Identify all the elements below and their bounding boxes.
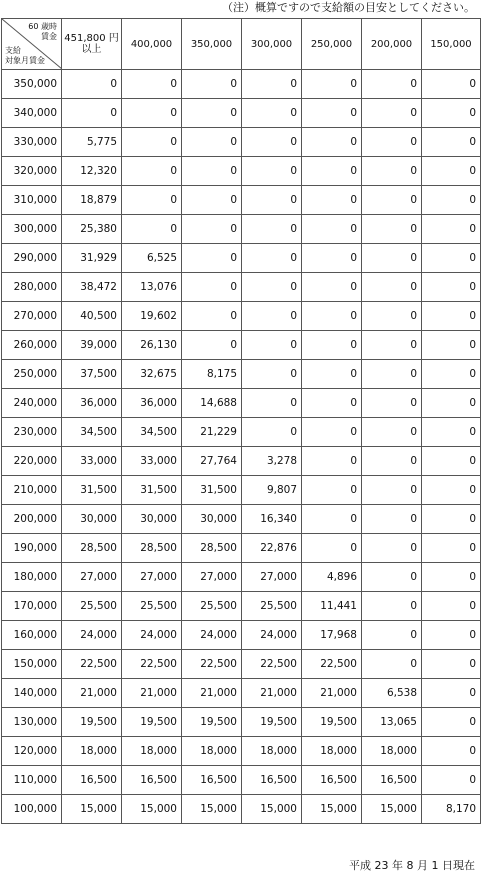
table-cell: 15,000: [362, 795, 422, 824]
table-cell: 5,775: [62, 128, 122, 157]
table-cell: 19,500: [302, 708, 362, 737]
table-cell: 0: [302, 505, 362, 534]
table-cell: 16,500: [362, 766, 422, 795]
table-cell: 19,500: [62, 708, 122, 737]
row-header: 130,000: [2, 708, 62, 737]
table-cell: 0: [362, 447, 422, 476]
row-header: 260,000: [2, 331, 62, 360]
table-cell: 0: [422, 418, 481, 447]
table-cell: 39,000: [62, 331, 122, 360]
table-cell: 0: [62, 70, 122, 99]
table-cell: 0: [422, 708, 481, 737]
table-cell: 38,472: [62, 273, 122, 302]
table-cell: 0: [302, 186, 362, 215]
table-cell: 22,876: [242, 534, 302, 563]
table-cell: 0: [302, 215, 362, 244]
table-cell: 6,538: [362, 679, 422, 708]
table-cell: 0: [122, 157, 182, 186]
row-header: 270,000: [2, 302, 62, 331]
table-row: [2, 476, 481, 505]
table-cell: 21,000: [62, 679, 122, 708]
table-row: [2, 128, 481, 157]
table-row: [2, 621, 481, 650]
table-cell: 0: [302, 389, 362, 418]
table-cell: 36,000: [62, 389, 122, 418]
table-cell: 16,500: [182, 766, 242, 795]
table-cell: 3,278: [242, 447, 302, 476]
table-cell: 0: [362, 505, 422, 534]
table-cell: 0: [422, 679, 481, 708]
table-cell: 25,500: [122, 592, 182, 621]
table-cell: 40,500: [62, 302, 122, 331]
table-cell: 22,500: [302, 650, 362, 679]
table-cell: 12,320: [62, 157, 122, 186]
table-row: [2, 679, 481, 708]
row-header: 160,000: [2, 621, 62, 650]
table-cell: 16,500: [302, 766, 362, 795]
table-cell: 26,130: [122, 331, 182, 360]
table-cell: 0: [422, 244, 481, 273]
table-cell: 15,000: [182, 795, 242, 824]
table-cell: 0: [302, 331, 362, 360]
table-row: [2, 186, 481, 215]
row-header: 110,000: [2, 766, 62, 795]
table-cell: 0: [182, 186, 242, 215]
row-header: 280,000: [2, 273, 62, 302]
table-cell: 0: [242, 360, 302, 389]
table-cell: 13,065: [362, 708, 422, 737]
table-cell: 0: [242, 273, 302, 302]
table-cell: 0: [422, 302, 481, 331]
table-cell: 0: [422, 447, 481, 476]
row-header: 220,000: [2, 447, 62, 476]
table-cell: 0: [182, 99, 242, 128]
benefit-table: [1, 18, 481, 824]
table-cell: 0: [422, 563, 481, 592]
table-row: [2, 766, 481, 795]
table-cell: 0: [302, 476, 362, 505]
table-cell: 25,380: [62, 215, 122, 244]
table-cell: 34,500: [62, 418, 122, 447]
row-header: 190,000: [2, 534, 62, 563]
table-cell: 19,602: [122, 302, 182, 331]
table-cell: 0: [302, 244, 362, 273]
table-cell: 21,000: [242, 679, 302, 708]
table-cell: 0: [362, 157, 422, 186]
table-cell: 8,170: [422, 795, 481, 824]
table-cell: 0: [122, 70, 182, 99]
table-cell: 0: [182, 215, 242, 244]
column-header: 150,000: [422, 19, 481, 70]
column-header: 250,000: [302, 19, 362, 70]
table-row: [2, 737, 481, 766]
table-cell: 21,000: [182, 679, 242, 708]
table-cell: 0: [362, 592, 422, 621]
table-cell: 17,968: [302, 621, 362, 650]
table-cell: 0: [362, 418, 422, 447]
table-cell: 0: [422, 592, 481, 621]
table-cell: 0: [422, 70, 481, 99]
table-cell: 0: [122, 186, 182, 215]
table-cell: 19,500: [182, 708, 242, 737]
table-cell: 30,000: [122, 505, 182, 534]
row-header: 170,000: [2, 592, 62, 621]
table-cell: 0: [422, 534, 481, 563]
table-cell: 0: [242, 157, 302, 186]
note-text: （注）概算ですので支給額の目安としてください。: [222, 1, 475, 14]
table-cell: 18,879: [62, 186, 122, 215]
table-cell: 15,000: [302, 795, 362, 824]
table-cell: 0: [242, 99, 302, 128]
table-cell: 0: [302, 273, 362, 302]
table-row: [2, 302, 481, 331]
table-cell: 36,000: [122, 389, 182, 418]
table-cell: 24,000: [62, 621, 122, 650]
table-cell: 6,525: [122, 244, 182, 273]
table-cell: 0: [422, 273, 481, 302]
row-header: 120,000: [2, 737, 62, 766]
table-cell: 0: [302, 302, 362, 331]
table-cell: 13,076: [122, 273, 182, 302]
table-cell: 0: [422, 157, 481, 186]
corner-cell: [2, 19, 62, 70]
table-cell: 0: [242, 215, 302, 244]
table-cell: 27,000: [182, 563, 242, 592]
table-cell: 27,764: [182, 447, 242, 476]
table-cell: 27,000: [122, 563, 182, 592]
table-cell: 0: [362, 128, 422, 157]
table-cell: 0: [422, 128, 481, 157]
row-header: 340,000: [2, 99, 62, 128]
table-cell: 33,000: [122, 447, 182, 476]
table-cell: 0: [362, 476, 422, 505]
table-cell: 0: [242, 128, 302, 157]
table-cell: 0: [422, 621, 481, 650]
table-row: [2, 505, 481, 534]
row-header: 140,000: [2, 679, 62, 708]
table-cell: 0: [362, 70, 422, 99]
table-cell: 0: [122, 99, 182, 128]
row-header: 300,000: [2, 215, 62, 244]
table-cell: 0: [242, 331, 302, 360]
row-header: 230,000: [2, 418, 62, 447]
table-cell: 0: [422, 766, 481, 795]
table-cell: 4,896: [302, 563, 362, 592]
footer-date: 平成 23 年 8 月 1 日現在: [349, 859, 475, 872]
table-cell: 0: [182, 302, 242, 331]
table-cell: 0: [362, 302, 422, 331]
table-cell: 0: [302, 360, 362, 389]
header-row: [2, 19, 481, 70]
table-row: [2, 592, 481, 621]
row-header: 210,000: [2, 476, 62, 505]
table-cell: 0: [182, 331, 242, 360]
column-header: 400,000: [122, 19, 182, 70]
table-cell: 15,000: [242, 795, 302, 824]
row-header: 240,000: [2, 389, 62, 418]
table-cell: 15,000: [62, 795, 122, 824]
table-cell: 0: [422, 737, 481, 766]
table-cell: 0: [242, 70, 302, 99]
table-cell: 0: [422, 389, 481, 418]
row-header: 200,000: [2, 505, 62, 534]
table-cell: 0: [242, 389, 302, 418]
table-cell: 0: [362, 534, 422, 563]
table-cell: 8,175: [182, 360, 242, 389]
row-header: 350,000: [2, 70, 62, 99]
table-cell: 37,500: [62, 360, 122, 389]
table-cell: 22,500: [182, 650, 242, 679]
table-cell: 0: [362, 215, 422, 244]
table-cell: 0: [242, 244, 302, 273]
table-cell: 0: [182, 70, 242, 99]
table-cell: 0: [362, 186, 422, 215]
table-cell: 25,500: [62, 592, 122, 621]
table-row: [2, 70, 481, 99]
row-header: 330,000: [2, 128, 62, 157]
table-cell: 0: [362, 621, 422, 650]
row-header: 250,000: [2, 360, 62, 389]
table-cell: 28,500: [62, 534, 122, 563]
table-cell: 25,500: [242, 592, 302, 621]
table-cell: 0: [422, 360, 481, 389]
table-row: [2, 447, 481, 476]
table-cell: 9,807: [242, 476, 302, 505]
table-cell: 0: [362, 244, 422, 273]
table-row: [2, 157, 481, 186]
table-cell: 27,000: [242, 563, 302, 592]
table-cell: 18,000: [122, 737, 182, 766]
table-cell: 0: [302, 128, 362, 157]
table-cell: 31,500: [122, 476, 182, 505]
corner-bottom-line1: 支給: [5, 46, 21, 55]
table-cell: 30,000: [62, 505, 122, 534]
table-cell: 0: [302, 99, 362, 128]
column-header: 350,000: [182, 19, 242, 70]
row-header: 320,000: [2, 157, 62, 186]
table-row: [2, 650, 481, 679]
table-row: [2, 244, 481, 273]
row-header: 180,000: [2, 563, 62, 592]
table-cell: 0: [182, 273, 242, 302]
table-cell: 16,500: [62, 766, 122, 795]
table-cell: 24,000: [122, 621, 182, 650]
table-cell: 0: [362, 389, 422, 418]
table-cell: 11,441: [302, 592, 362, 621]
corner-top-line1: 60 歳時: [28, 22, 57, 31]
table-cell: 0: [422, 650, 481, 679]
table-cell: 0: [362, 331, 422, 360]
table-cell: 0: [62, 99, 122, 128]
table-row: [2, 389, 481, 418]
table-cell: 21,229: [182, 418, 242, 447]
corner-top-line2: 賃金: [41, 32, 57, 41]
table-cell: 21,000: [302, 679, 362, 708]
table-cell: 18,000: [62, 737, 122, 766]
table-cell: 0: [362, 273, 422, 302]
table-cell: 24,000: [242, 621, 302, 650]
table-cell: 18,000: [302, 737, 362, 766]
table-cell: 16,500: [122, 766, 182, 795]
table-cell: 16,500: [242, 766, 302, 795]
table-cell: 0: [362, 360, 422, 389]
table-cell: 32,675: [122, 360, 182, 389]
table-cell: 0: [122, 215, 182, 244]
table-row: [2, 534, 481, 563]
table-cell: 18,000: [242, 737, 302, 766]
table-cell: 0: [242, 186, 302, 215]
table-cell: 0: [302, 70, 362, 99]
table-cell: 0: [122, 128, 182, 157]
table-row: [2, 273, 481, 302]
table-cell: 15,000: [122, 795, 182, 824]
table-cell: 0: [242, 302, 302, 331]
table-row: [2, 563, 481, 592]
table-row: [2, 331, 481, 360]
table-cell: 25,500: [182, 592, 242, 621]
table-cell: 33,000: [62, 447, 122, 476]
table-row: [2, 795, 481, 824]
table-cell: 30,000: [182, 505, 242, 534]
table-cell: 0: [422, 215, 481, 244]
table-cell: 0: [362, 99, 422, 128]
corner-top-label: [28, 22, 57, 42]
column-header: 451,800 円 以上: [62, 19, 122, 70]
table-cell: 28,500: [122, 534, 182, 563]
table-cell: 31,929: [62, 244, 122, 273]
table-cell: 21,000: [122, 679, 182, 708]
row-header: 310,000: [2, 186, 62, 215]
table-cell: 14,688: [182, 389, 242, 418]
table-cell: 0: [362, 563, 422, 592]
row-header: 100,000: [2, 795, 62, 824]
table-row: [2, 99, 481, 128]
table-cell: 0: [422, 99, 481, 128]
row-header: 290,000: [2, 244, 62, 273]
table-cell: 27,000: [62, 563, 122, 592]
table-cell: 0: [422, 476, 481, 505]
table-cell: 18,000: [182, 737, 242, 766]
table-row: [2, 215, 481, 244]
table-cell: 0: [182, 128, 242, 157]
table-cell: 0: [302, 418, 362, 447]
corner-bottom-label: [5, 46, 45, 66]
table-row: [2, 708, 481, 737]
table-cell: 22,500: [122, 650, 182, 679]
table-cell: 31,500: [182, 476, 242, 505]
table-cell: 18,000: [362, 737, 422, 766]
table-cell: 0: [302, 157, 362, 186]
table-cell: 0: [302, 534, 362, 563]
table-cell: 0: [182, 244, 242, 273]
row-header: 150,000: [2, 650, 62, 679]
table-cell: 19,500: [122, 708, 182, 737]
table-cell: 0: [422, 331, 481, 360]
table-cell: 0: [422, 186, 481, 215]
table-cell: 28,500: [182, 534, 242, 563]
column-header: 300,000: [242, 19, 302, 70]
column-header: 200,000: [362, 19, 422, 70]
table-row: [2, 360, 481, 389]
table-cell: 16,340: [242, 505, 302, 534]
table-cell: 34,500: [122, 418, 182, 447]
table-row: [2, 418, 481, 447]
table-cell: 0: [302, 447, 362, 476]
table-cell: 19,500: [242, 708, 302, 737]
corner-bottom-line2: 対象月賃金: [5, 56, 45, 65]
table-cell: 0: [422, 505, 481, 534]
table-cell: 0: [242, 418, 302, 447]
table-cell: 24,000: [182, 621, 242, 650]
table-cell: 0: [182, 157, 242, 186]
table-cell: 0: [362, 650, 422, 679]
table-cell: 31,500: [62, 476, 122, 505]
table-cell: 22,500: [62, 650, 122, 679]
table-cell: 22,500: [242, 650, 302, 679]
